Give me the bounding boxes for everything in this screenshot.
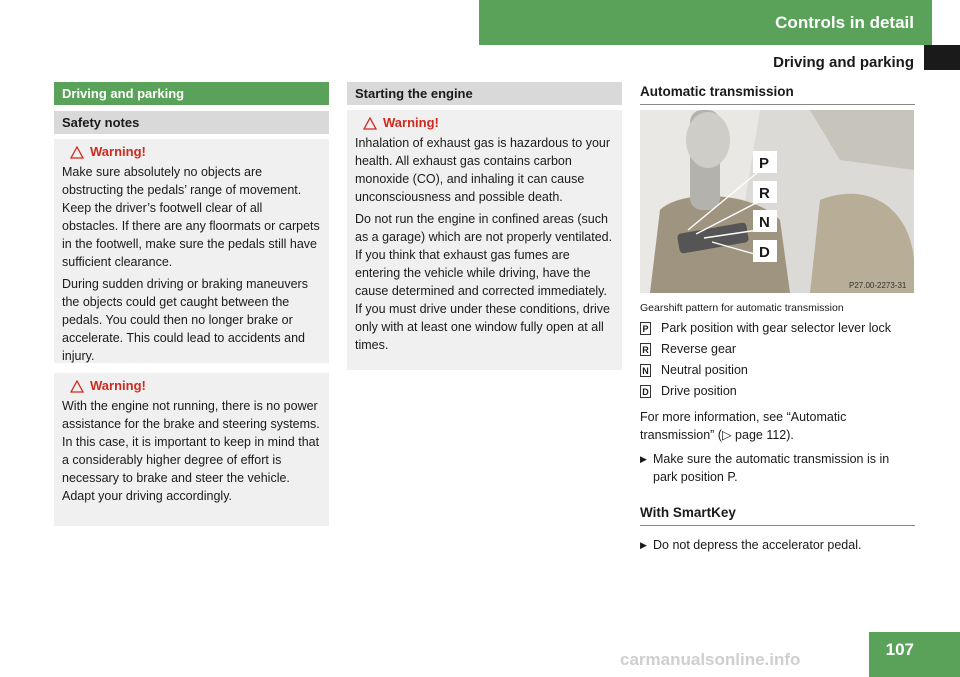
gear-description: Park position with gear selector lever lock: [661, 321, 891, 335]
right-column-body: [640, 300, 915, 554]
warning-box-power-assist: [54, 373, 329, 526]
warning-heading: [70, 377, 321, 395]
list-item: [640, 340, 915, 358]
warning-text: With the engine not running, there is no power assistance for the brake and steering systems. In this case, it is important to keep in mind that a considerably higher degree of effort is necessary to brake and steer the vehicle. Adapt your driving accordingly.: [62, 399, 320, 503]
warning-triangle-icon: [363, 117, 377, 130]
instruction-item: [640, 536, 915, 554]
gear-description: Reverse gear: [661, 342, 737, 356]
list-item: [640, 319, 915, 337]
warning-label: Warning!: [90, 378, 146, 393]
warning-text: Inhalation of exhaust gas is hazardous to your health. All exhaust gas contains carbon monoxide (CO), and inhaling it can cause unconsciousness and possible death.: [355, 136, 611, 204]
gear-key-icon: N: [640, 364, 651, 377]
page-number: 107: [869, 632, 960, 677]
gear-description: Drive position: [661, 384, 737, 398]
photo-caption: Gearshift pattern for automatic transmission: [640, 302, 844, 314]
section-bar-driving: Driving and parking: [54, 82, 329, 105]
warning-triangle-icon: [70, 380, 84, 393]
arrow-bullet-icon: ▶: [640, 540, 647, 550]
section-title: Driving and parking: [773, 54, 914, 71]
instruction-text: Do not depress the accelerator pedal.: [653, 538, 862, 552]
arrow-bullet-icon: ▶: [640, 454, 647, 464]
gear-description: Neutral position: [661, 363, 748, 377]
warning-box-exhaust: [347, 110, 622, 370]
gear-label-n: N: [759, 214, 770, 231]
watermark-text: carmanualsonline.info: [620, 650, 801, 669]
gear-label-p: P: [759, 155, 770, 172]
gear-key-icon: P: [640, 322, 651, 335]
gear-label-d: D: [759, 244, 770, 261]
warning-box-pedals: [54, 139, 329, 363]
right-column-heading-wrap: [640, 83, 915, 105]
photo-code: P27.00-2273-31: [849, 281, 907, 290]
instruction-item: [640, 450, 915, 486]
list-item: [640, 382, 915, 400]
warning-triangle-icon: [70, 146, 84, 159]
warning-label: Warning!: [90, 144, 146, 159]
gear-key-icon: R: [640, 343, 651, 356]
warning-heading: [70, 143, 321, 161]
gearshift-photo: [640, 110, 914, 293]
gear-key-icon: D: [640, 385, 651, 398]
list-item: [640, 361, 915, 379]
warning-heading: [363, 114, 614, 132]
warning-text: Do not run the engine in confined areas (such as a garage) which are not properly ventilated. If you think that exhaust gas fumes are entering the vehicle while driving, have the cause determined and corrected immediately. If you must drive under these conditions, drive only with at least one window fully open at all times.: [355, 212, 613, 352]
subsection-bar-safety: Safety notes: [54, 111, 329, 134]
warning-label: Warning!: [383, 115, 439, 130]
heading-with-smartkey: With SmartKey: [640, 504, 915, 526]
page-tab-marker: [924, 45, 960, 70]
section-bar-starting: Starting the engine: [347, 82, 622, 105]
warning-text: During sudden driving or braking maneuvers the objects could get caught between the pedals. You could then no longer brake or accelerate. This could lead to accidents and injury.: [62, 277, 308, 363]
instruction-text: Make sure the automatic transmission is in park position P.: [653, 452, 890, 484]
gearshift-illustration: [640, 110, 914, 293]
chapter-title: Controls in detail: [775, 13, 914, 32]
heading-automatic-transmission: Automatic transmission: [640, 83, 915, 105]
gear-label-r: R: [759, 185, 770, 202]
warning-text: Make sure absolutely no objects are obstructing the pedals’ range of movement. Keep the driver’s footwell clear of all obstacles. If there are any floormats or carpets in the footwell, make sure the pedals still have sufficient clearance.: [62, 165, 320, 269]
more-info-text: For more information, see “Automatic transmission” (▷ page 112).: [640, 410, 847, 442]
